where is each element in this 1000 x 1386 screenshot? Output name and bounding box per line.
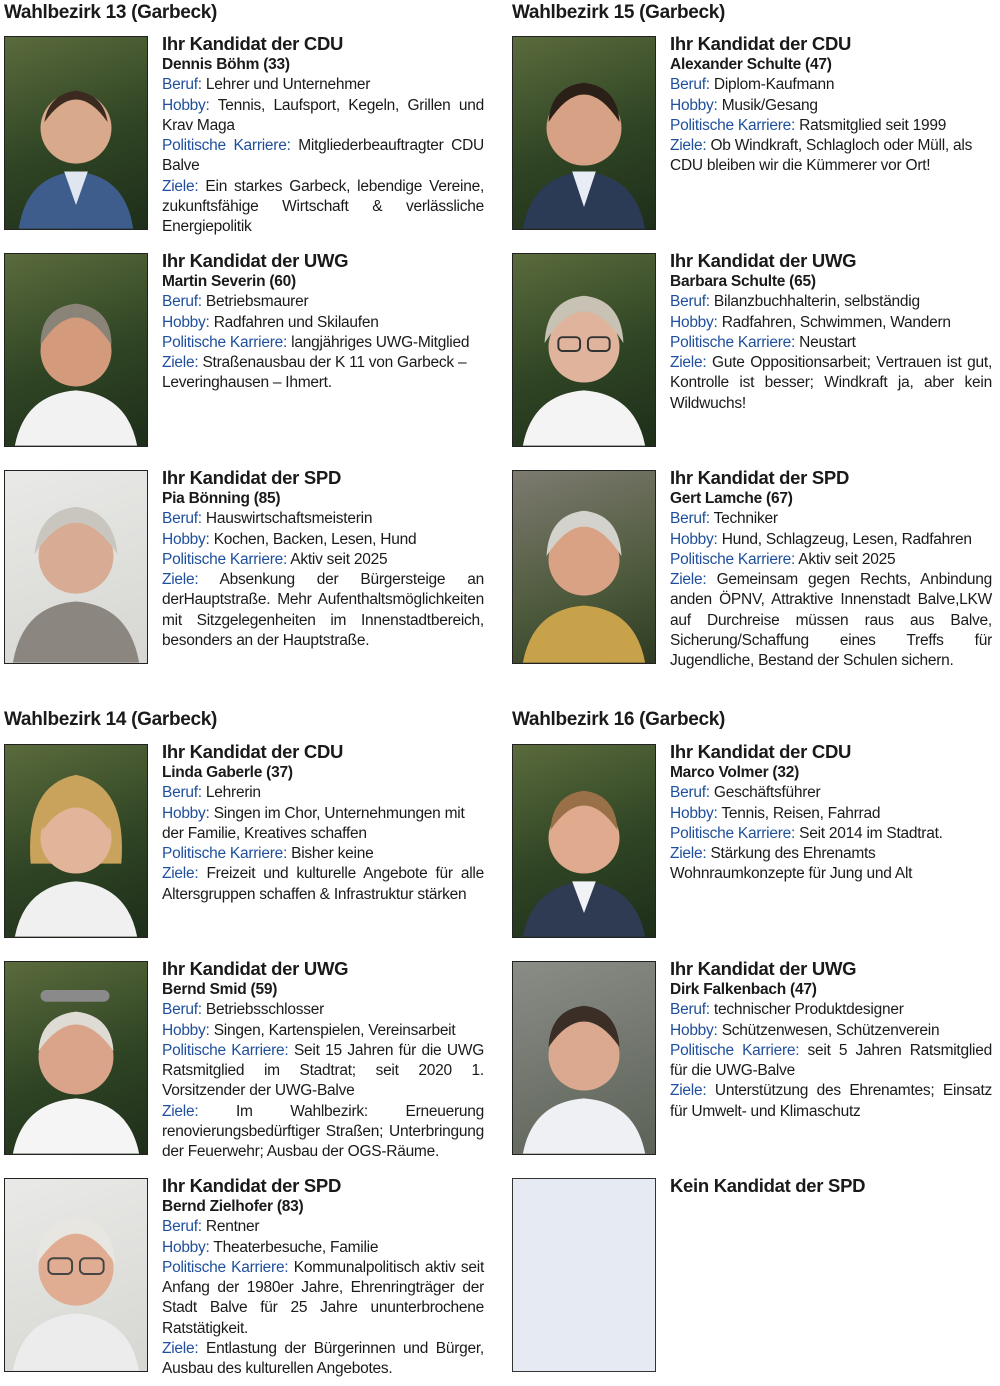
ziele-label: Ziele: <box>670 1082 707 1100</box>
candidate-name: Pia Bönning (85) <box>162 490 281 507</box>
hobby-value: Schützenwesen, Schützenverein <box>721 1021 940 1039</box>
karriere-value: Neustart <box>799 333 856 351</box>
beruf-value: Rentner <box>205 1218 260 1236</box>
candidate-photo <box>4 470 148 664</box>
karriere-label: Politische Karriere: <box>162 1258 289 1276</box>
ziele-value: Im Wahlbezirk: Erneuerung renovierungsbedürftiger Straßen; Unterbringung der Feuerwehr; Ausbau der OGS-Räume. <box>162 1102 484 1161</box>
hobby-label: Hobby: <box>162 96 210 114</box>
beruf-label: Beruf: <box>162 293 202 311</box>
hobby-label: Hobby: <box>162 313 210 331</box>
portrait-icon <box>513 254 655 446</box>
candidate-photo <box>512 36 656 230</box>
karriere-label: Politische Karriere: <box>162 550 288 568</box>
hobby-label: Hobby: <box>162 1021 210 1039</box>
beruf-label: Beruf: <box>670 1001 710 1019</box>
beruf-value: Lehrerin <box>205 784 261 802</box>
hobby-label: Hobby: <box>162 804 210 822</box>
candidate-photo <box>4 744 148 938</box>
candidate-name: Gert Lamche (67) <box>670 490 793 507</box>
hobby-label: Hobby: <box>670 804 718 822</box>
ziele-label: Ziele: <box>162 177 199 195</box>
candidate-heading: Ihr Kandidat der UWG <box>670 958 857 979</box>
candidate-name: Bernd Smid (59) <box>162 981 278 998</box>
karriere-value: langjähriges UWG-Mitglied <box>291 333 470 351</box>
hobby-value: Tennis, Reisen, Fahrrad <box>721 804 881 822</box>
candidate-heading: Ihr Kandidat der UWG <box>162 958 349 979</box>
beruf-value: Bilanzbuchhalterin, selbständig <box>713 293 920 311</box>
portrait-icon <box>5 1179 147 1371</box>
candidate-name: Dennis Böhm (33) <box>162 56 290 73</box>
district-title-13: Wahlbezirk 13 (Garbeck) <box>4 2 218 23</box>
karriere-value: Aktiv seit 2025 <box>290 550 388 568</box>
karriere-value: Seit 2014 im Stadtrat. <box>799 824 943 842</box>
karriere-label: Politische Karriere: <box>162 333 288 351</box>
karriere-value: Seit 15 Jahren für die UWG Ratsmitglied im Stadtrat; seit 2020 1. Vorsitzender der UWG-Balve <box>162 1041 485 1100</box>
karriere-value: Bisher keine <box>291 845 374 863</box>
hobby-label: Hobby: <box>162 530 210 548</box>
beruf-value: Lehrer und Unternehmer <box>205 76 371 94</box>
ziele-value: Gute Oppositionsarbeit; Vertrauen ist gut, Kontrolle ist besser; Windkraft ja, aber kein Wildwuchs! <box>670 354 993 412</box>
hobby-value: Singen im Chor, Unternehmungen mit der Familie, Kreatives schaffen <box>162 804 465 842</box>
candidate-name: Barbara Schulte (65) <box>670 273 816 290</box>
candidate-heading: Ihr Kandidat der SPD <box>670 467 850 488</box>
hobby-label: Hobby: <box>670 530 718 548</box>
beruf-label: Beruf: <box>162 1218 202 1236</box>
portrait-icon <box>5 254 147 446</box>
hobby-label: Hobby: <box>670 313 718 331</box>
ziele-value: Ob Windkraft, Schlagloch oder Müll, als CDU bleiben wir die Kümmerer vor Ort! <box>670 137 973 175</box>
candidate-photo <box>512 253 656 447</box>
karriere-value: Aktiv seit 2025 <box>798 550 896 568</box>
karriere-label: Politische Karriere: <box>670 824 796 842</box>
candidate-photo <box>4 36 148 230</box>
ziele-value: Absenkung der Bürgersteige an derHauptstraße. Mehr Aufenthaltsmöglichkeiten mit Sitzgelegenheiten im Innenstadtbereich, besonders an der Hauptstraße. <box>162 571 484 650</box>
ziele-value: Unterstützung des Ehrenamtes; Einsatz für Umwelt- und Klimaschutz <box>670 1082 992 1120</box>
portrait-icon <box>5 745 147 937</box>
hobby-value: Radfahren, Schwimmen, Wandern <box>721 313 951 331</box>
ziele-label: Ziele: <box>162 1102 199 1120</box>
ziele-value: Gemeinsam gegen Rechts, Anbindung anden ÖPNV, Attraktive Innenstadt Balve,LKW auf Durchreise müssen raus aus Balve, Sicherung/Schaffung eines Treffs für Jugendliche, Bestand der Schulen sichern. <box>670 571 992 670</box>
ziele-label: Ziele: <box>670 845 707 863</box>
candidate-heading: Ihr Kandidat der CDU <box>162 741 344 762</box>
candidate-heading: Ihr Kandidat der CDU <box>162 33 344 54</box>
candidate-heading: Ihr Kandidat der SPD <box>162 1175 342 1196</box>
ziele-label: Ziele: <box>162 1340 199 1358</box>
hobby-value: Hund, Schlagzeug, Lesen, Radfahren <box>721 530 972 548</box>
district-title-16: Wahlbezirk 16 (Garbeck) <box>512 709 726 730</box>
karriere-value: Ratsmitglied seit 1999 <box>799 116 947 134</box>
ziele-value: Freizeit und kulturelle Angebote für alle Altersgruppen schaffen & Infrastruktur stärken <box>162 865 484 903</box>
karriere-value: Kommunalpolitisch aktiv seit Anfang der 1980er Jahre, Ehrenringträger der Stadt Balve für 25 Jahre ununterbrochene Ratstätigkeit. <box>162 1258 485 1337</box>
candidate-heading: Ihr Kandidat der SPD <box>162 467 342 488</box>
candidate-heading: Ihr Kandidat der CDU <box>670 33 852 54</box>
district-title-15: Wahlbezirk 15 (Garbeck) <box>512 2 726 23</box>
beruf-label: Beruf: <box>670 76 710 94</box>
ziele-value: Straßenausbau der K 11 von Garbeck – Leveringhausen – Ihmert. <box>162 354 467 392</box>
candidate-name: Martin Severin (60) <box>162 273 296 290</box>
beruf-label: Beruf: <box>162 510 202 528</box>
portrait-icon <box>5 962 147 1154</box>
beruf-label: Beruf: <box>670 784 710 802</box>
beruf-label: Beruf: <box>162 784 202 802</box>
hobby-value: Singen, Kartenspielen, Vereinsarbeit <box>213 1021 456 1039</box>
ziele-label: Ziele: <box>162 571 199 589</box>
portrait-icon <box>5 37 147 229</box>
beruf-value: Diplom-Kaufmann <box>713 76 835 94</box>
ziele-value: Stärkung des Ehrenamts Wohnraumkonzepte für Jung und Alt <box>670 845 913 883</box>
beruf-label: Beruf: <box>162 1001 202 1019</box>
hobby-label: Hobby: <box>162 1238 210 1256</box>
hobby-value: Kochen, Backen, Lesen, Hund <box>213 530 417 548</box>
candidate-photo <box>512 744 656 938</box>
portrait-icon <box>5 471 147 663</box>
portrait-icon <box>513 471 655 663</box>
karriere-label: Politische Karriere: <box>162 1041 289 1059</box>
karriere-label: Politische Karriere: <box>162 137 291 155</box>
ziele-label: Ziele: <box>670 137 707 155</box>
karriere-value: Mitgliederbeauftragter CDU Balve <box>162 137 484 175</box>
ziele-value: Entlastung der Bürgerinnen und Bürger, Ausbau des kulturellen Angebotes. <box>162 1340 484 1378</box>
beruf-value: Betriebsschlosser <box>205 1001 324 1019</box>
candidate-photo <box>4 1178 148 1372</box>
candidate-name: Linda Gaberle (37) <box>162 764 293 781</box>
karriere-label: Politische Karriere: <box>670 550 796 568</box>
beruf-label: Beruf: <box>670 510 710 528</box>
candidate-name: Bernd Zielhofer (83) <box>162 1198 304 1215</box>
empty-photo-placeholder <box>512 1178 656 1372</box>
candidate-heading: Ihr Kandidat der UWG <box>162 250 349 271</box>
candidate-heading: Ihr Kandidat der CDU <box>670 741 852 762</box>
hobby-label: Hobby: <box>670 1021 718 1039</box>
candidate-photo <box>4 253 148 447</box>
candidate-heading: Kein Kandidat der SPD <box>670 1175 866 1196</box>
ziele-label: Ziele: <box>670 354 707 372</box>
ziele-label: Ziele: <box>162 865 199 883</box>
hobby-value: Theaterbesuche, Familie <box>213 1238 379 1256</box>
ziele-label: Ziele: <box>670 571 707 589</box>
karriere-value: seit 5 Jahren Ratsmitglied für die UWG-Balve <box>670 1041 992 1080</box>
ziele-value: Ein starkes Garbeck, lebendige Vereine, zukunftsfähige Wirtschaft & verlässliche Energiepolitik <box>162 177 484 236</box>
beruf-value: Techniker <box>713 510 778 528</box>
hobby-label: Hobby: <box>670 96 718 114</box>
candidate-photo <box>4 961 148 1155</box>
candidate-name: Alexander Schulte (47) <box>670 56 832 73</box>
ziele-label: Ziele: <box>162 354 199 372</box>
beruf-label: Beruf: <box>162 76 202 94</box>
portrait-icon <box>513 962 655 1154</box>
hobby-value: Musik/Gesang <box>721 96 818 114</box>
hobby-value: Tennis, Laufsport, Kegeln, Grillen und Krav Maga <box>162 96 484 134</box>
beruf-value: Hauswirtschaftsmeisterin <box>205 510 373 528</box>
beruf-value: Geschäftsführer <box>713 784 821 802</box>
candidate-heading: Ihr Kandidat der UWG <box>670 250 857 271</box>
candidate-name: Marco Volmer (32) <box>670 764 799 781</box>
beruf-value: Betriebsmaurer <box>205 293 309 311</box>
candidate-name: Dirk Falkenbach (47) <box>670 981 817 998</box>
candidate-photo <box>512 961 656 1155</box>
beruf-value: technischer Produktdesigner <box>713 1001 904 1019</box>
hobby-value: Radfahren und Skilaufen <box>213 313 379 331</box>
karriere-label: Politische Karriere: <box>670 333 796 351</box>
beruf-label: Beruf: <box>670 293 710 311</box>
portrait-icon <box>513 37 655 229</box>
candidate-photo <box>512 470 656 664</box>
karriere-label: Politische Karriere: <box>162 845 288 863</box>
karriere-label: Politische Karriere: <box>670 1041 800 1059</box>
district-title-14: Wahlbezirk 14 (Garbeck) <box>4 709 218 730</box>
portrait-icon <box>513 745 655 937</box>
karriere-label: Politische Karriere: <box>670 116 796 134</box>
